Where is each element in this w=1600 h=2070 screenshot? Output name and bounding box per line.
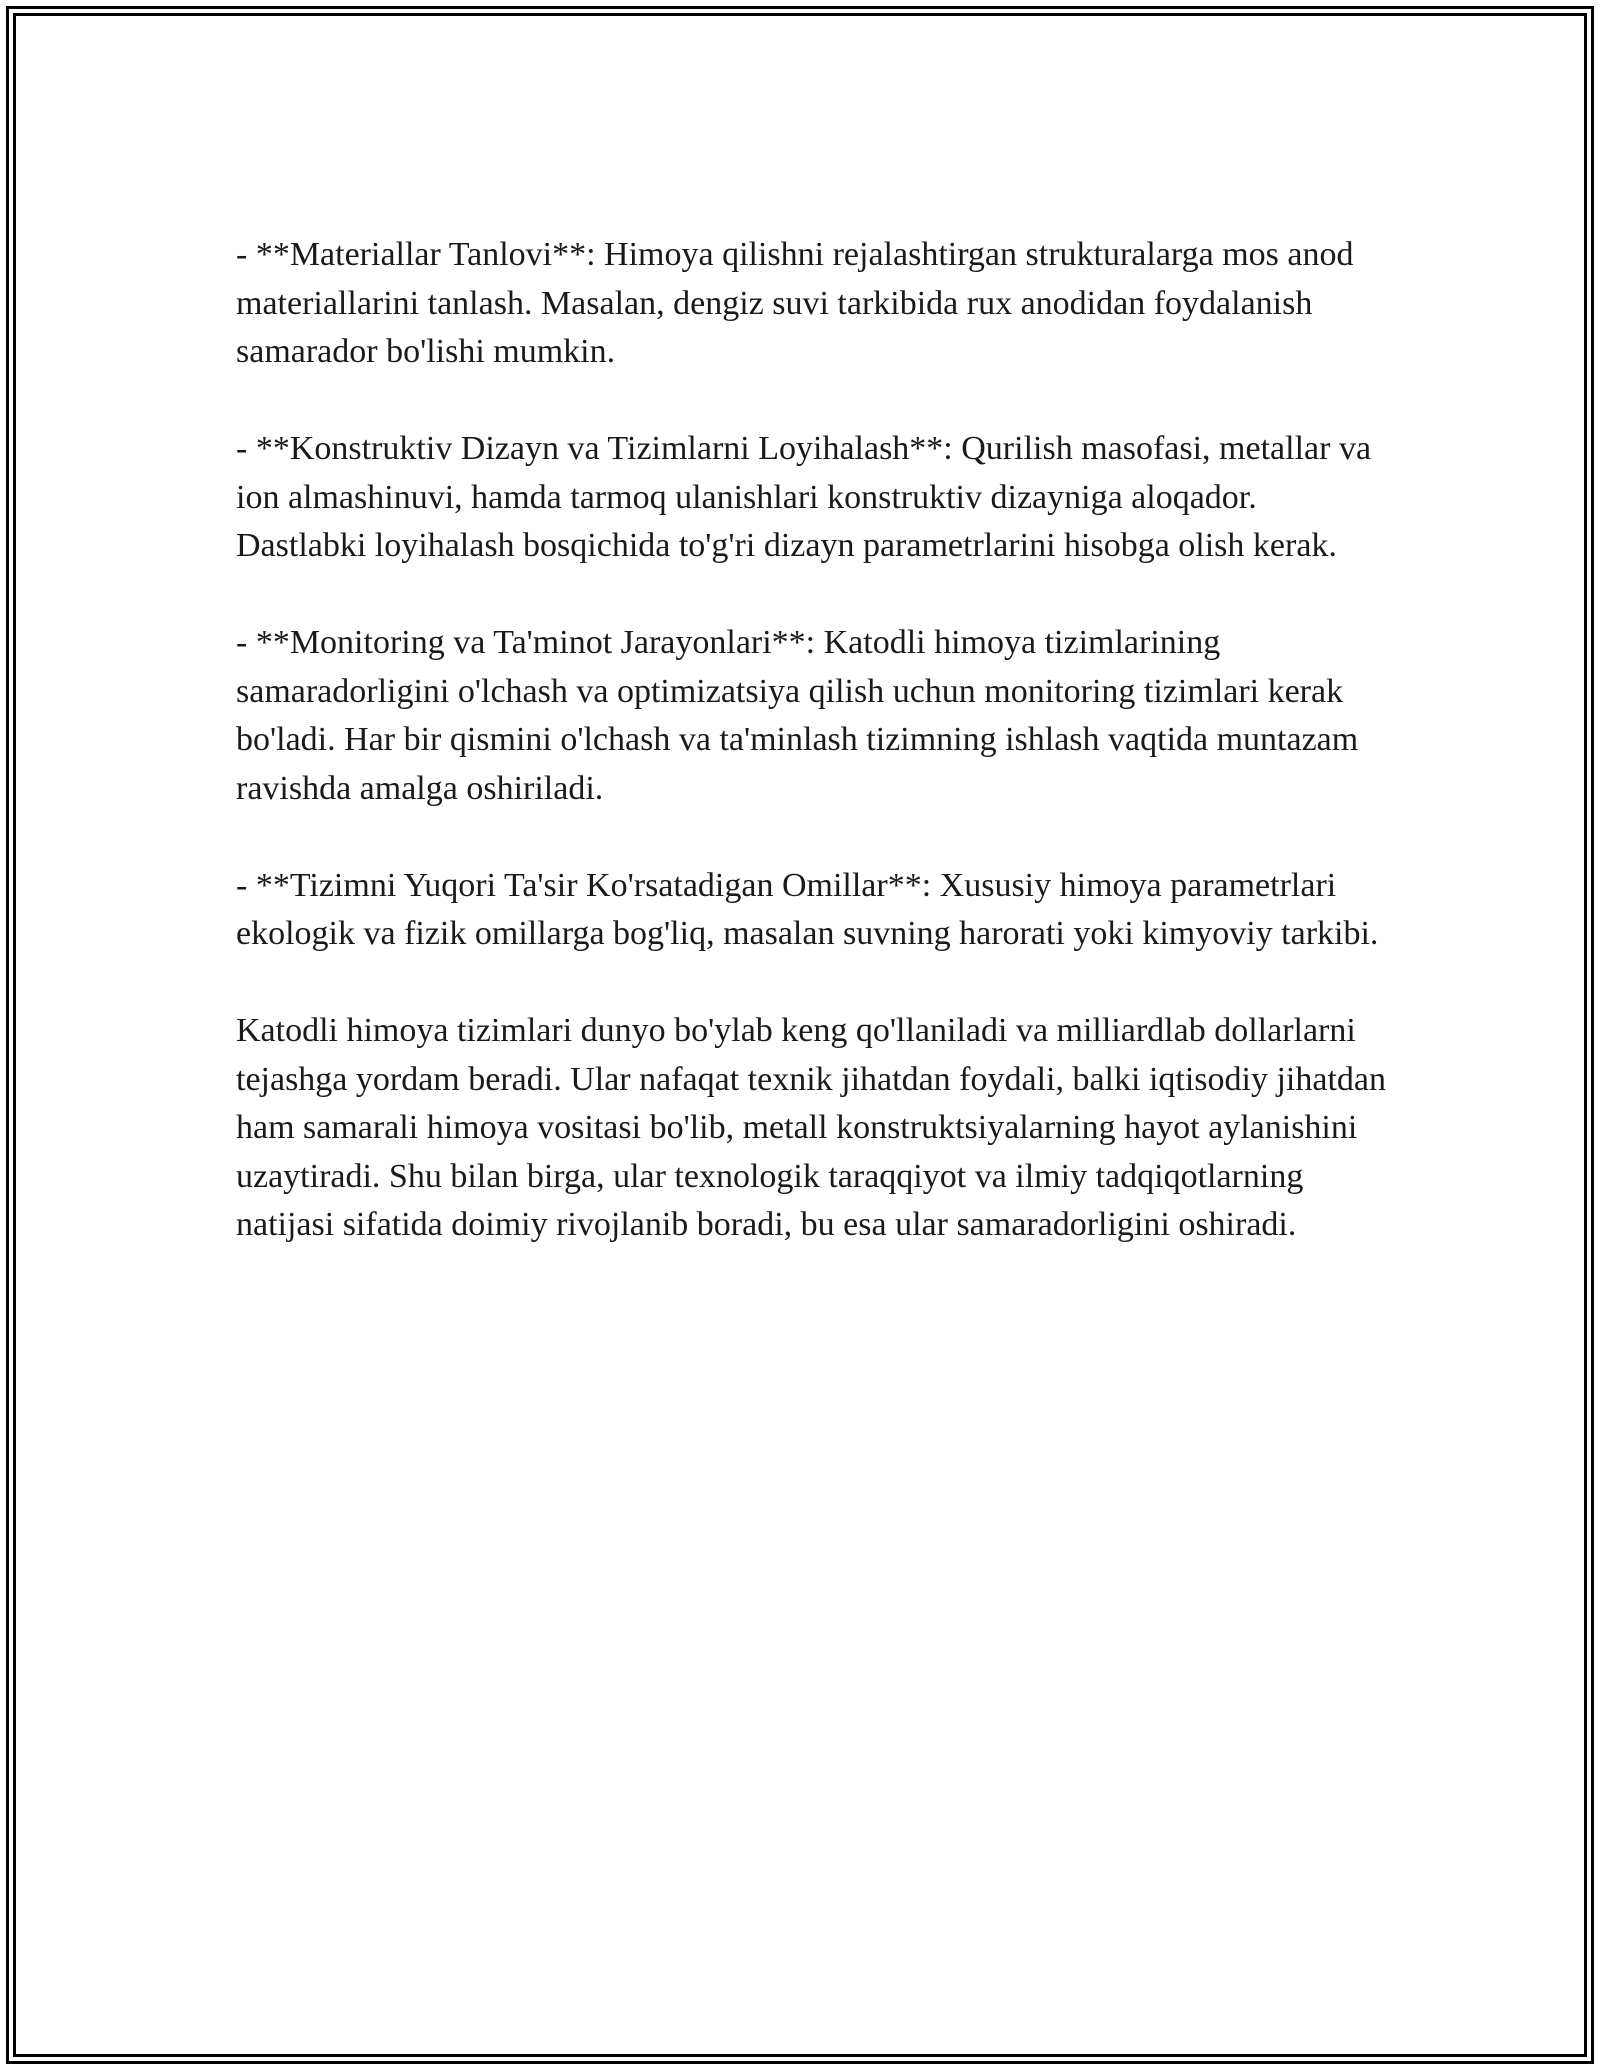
paragraph-monitoring: - **Monitoring va Ta'minot Jarayonlari**: Katodli himoya tizimlarining samaradorligini o'lchash va optimizatsiya qilish uchun monitoring tizimlari kerak bo'ladi. Har bir qismini o'lchash va ta'minlash tizimning ishlash vaqtida muntazam ravishda amalga oshiriladi.	[236, 624, 1359, 807]
paragraph-conclusion: Katodli himoya tizimlari dunyo bo'ylab keng qo'llaniladi va milliardlab dollarlarni tejashga yordam beradi. Ular nafaqat texnik jihatdan foydali, balki iqtisodiy jihatdan ham samarali himoya vositasi bo'lib, metall konstruktsiyalarning hayot aylanishini uzaytiradi. Shu bilan birga, ular texnologik taraqqiyot va ilmiy tadqiqotlarning natijasi sifatida doimiy rivojlanib boradi, bu esa ular samaradorligini oshiradi.	[236, 1012, 1386, 1243]
paragraph-materiallar-tanlovi: - **Materiallar Tanlovi**: Himoya qilishni rejalashtirgan strukturalarga mos anod materiallarini tanlash. Masalan, dengiz suvi tarkibida rux anodidan foydalanish samarador bo'lishi mumkin.	[236, 236, 1354, 370]
paragraph-konstruktiv-dizayn: - **Konstruktiv Dizayn va Tizimlarni Loyihalash**: Qurilish masofasi, metallar va ion almashinuvi, hamda tarmoq ulanishlari konstruktiv dizayniga aloqador. Dastlabki loyihalash bosqichida to'g'ri dizayn parametrlarini hisobga olish kerak.	[236, 430, 1372, 564]
paragraph-tizimni-omillar: - **Tizimni Yuqori Ta'sir Ko'rsatadigan Omillar**: Xususiy himoya parametrlari ekologik va fizik omillarga bog'liq, masalan suvning harorati yoki kimyoviy tarkibi.	[236, 866, 1379, 952]
document-body	[236, 231, 1386, 1298]
